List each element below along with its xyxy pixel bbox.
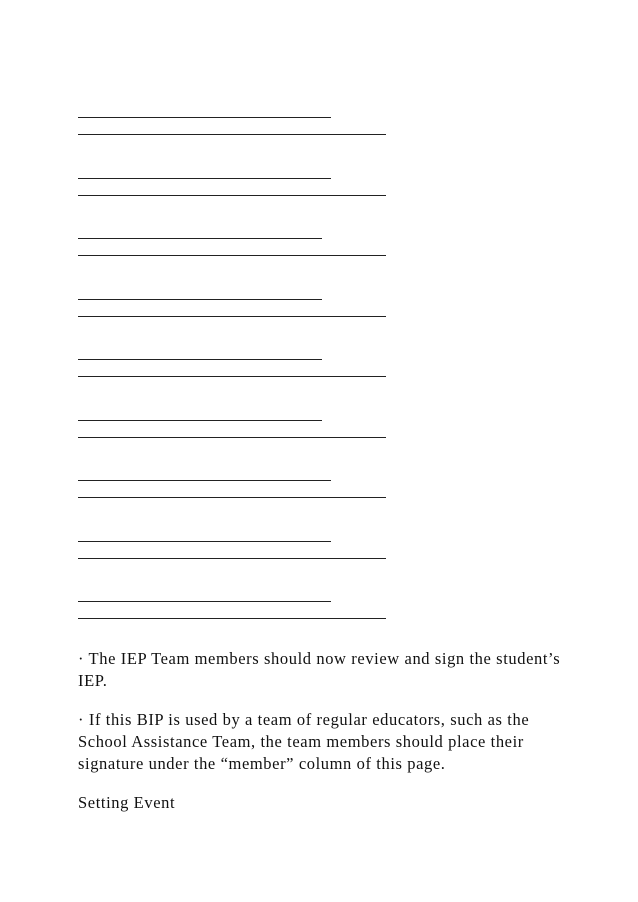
- role-signature-line: [78, 618, 386, 619]
- role-signature-line: [78, 376, 386, 377]
- role-signature-line: [78, 134, 386, 135]
- section-heading-setting-event: Setting Event: [78, 793, 176, 812]
- bullet: ·: [78, 710, 85, 729]
- name-signature-line: [78, 480, 331, 481]
- role-signature-line: [78, 558, 386, 559]
- role-signature-line: [78, 316, 386, 317]
- name-signature-line: [78, 299, 322, 300]
- name-signature-line: [78, 420, 322, 421]
- instruction-text: The IEP Team members should now review and sign the student’s IEP.: [78, 649, 561, 690]
- name-signature-line: [78, 601, 331, 602]
- name-signature-line: [78, 117, 331, 118]
- instruction-team-signature: [78, 709, 578, 775]
- instruction-text: If this BIP is used by a team of regular educators, such as the School Assistance Team, the team members should place their signature under the “member” column of this page.: [78, 710, 530, 773]
- role-signature-line: [78, 195, 386, 196]
- name-signature-line: [78, 359, 322, 360]
- role-signature-line: [78, 497, 386, 498]
- role-signature-line: [78, 437, 386, 438]
- name-signature-line: [78, 541, 331, 542]
- role-signature-line: [78, 255, 386, 256]
- name-signature-line: [78, 238, 322, 239]
- name-signature-line: [78, 178, 331, 179]
- bullet: ·: [78, 649, 85, 668]
- instruction-review-and-sign: [78, 648, 578, 692]
